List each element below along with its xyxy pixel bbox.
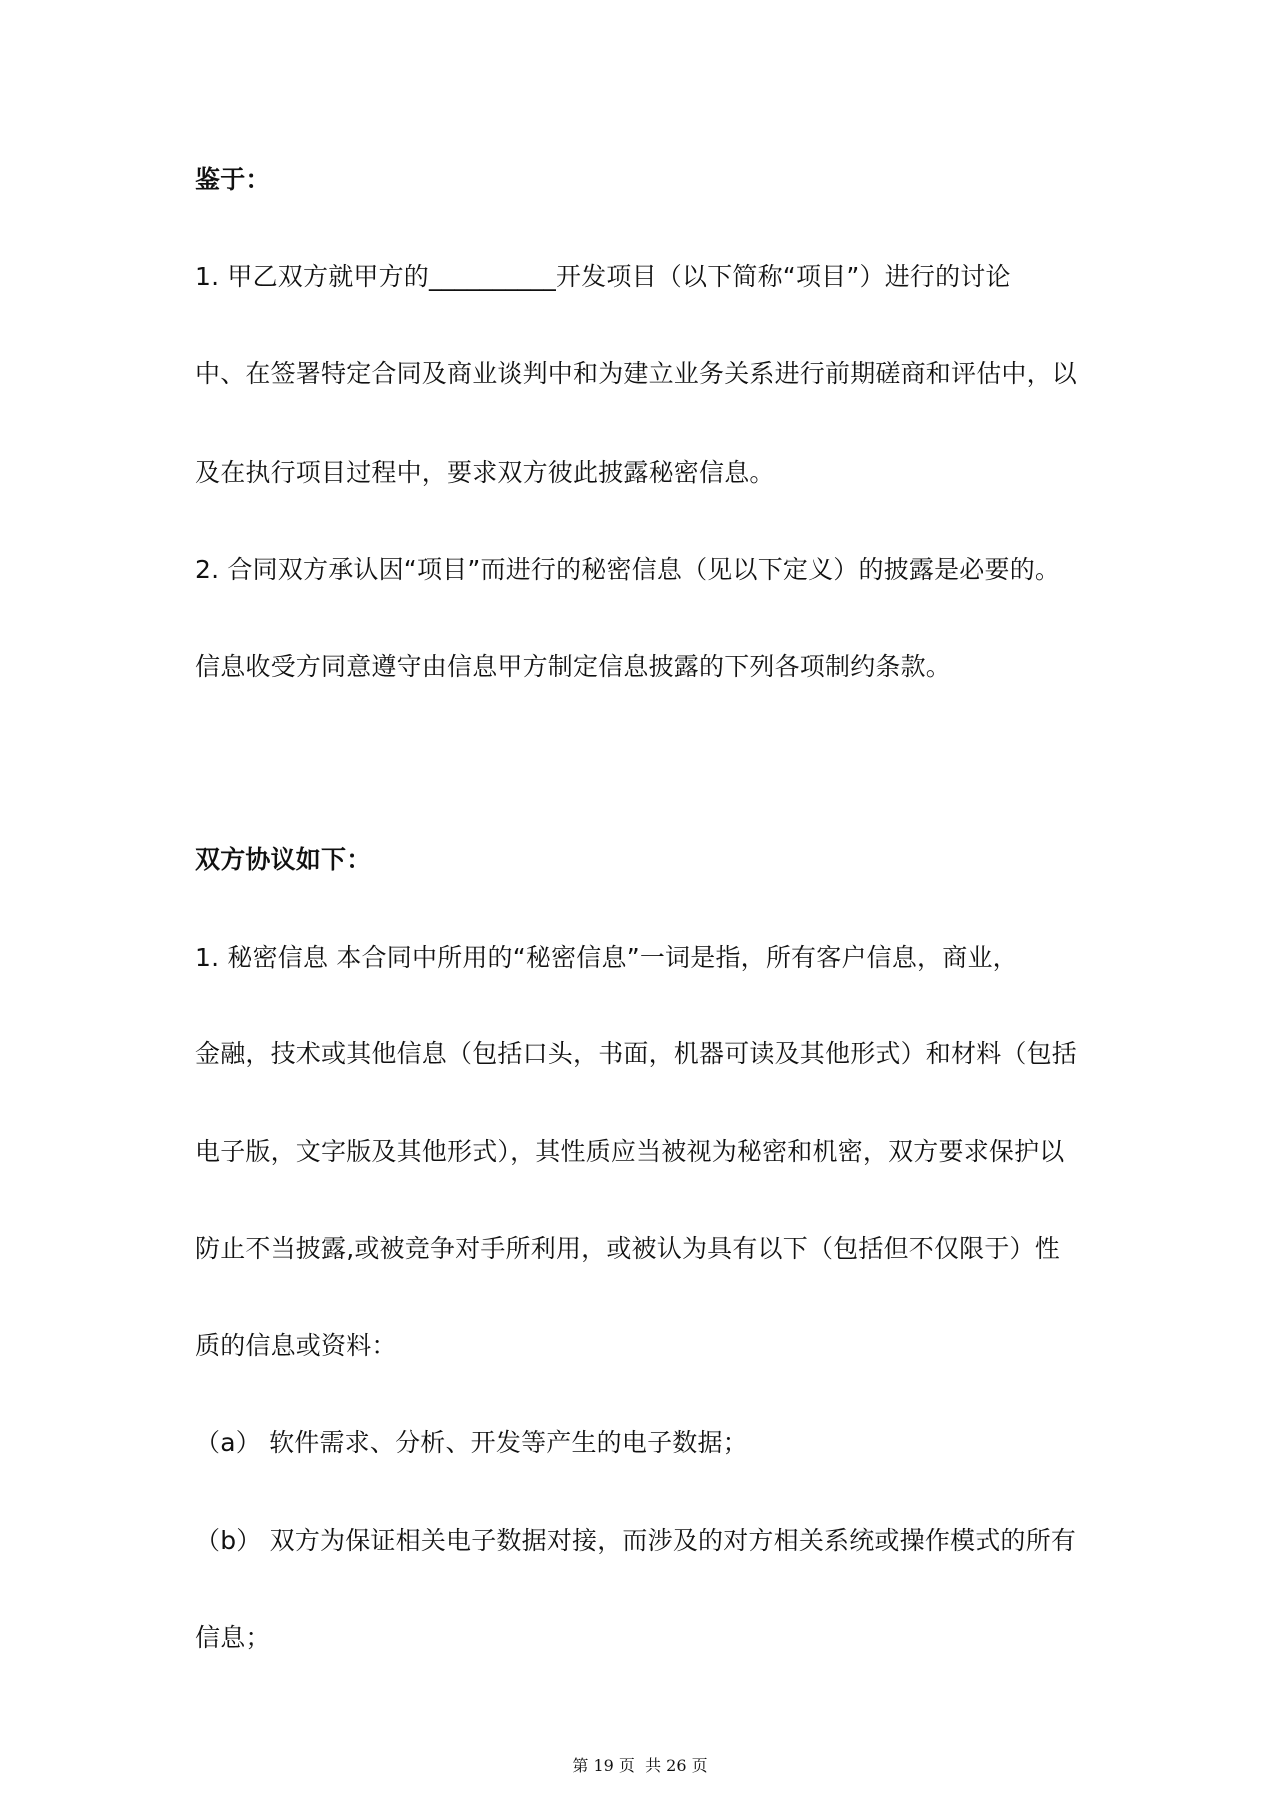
page-number-footer: 第 19 页 共 26 页 <box>572 1756 708 1775</box>
agreement-line-8: 信息； <box>195 1623 271 1652</box>
agreement-line-5: 质的信息或资料： <box>195 1331 397 1360</box>
agreement-line-2: 金融，技术或其他信息（包括口头，书面，机器可读及其他形式）和材料（包括 <box>195 1039 1078 1068</box>
agreement-line-6: （a） 软件需求、分析、开发等产生的电子数据； <box>195 1428 748 1457</box>
whereas-heading: 鉴于： <box>195 165 271 194</box>
agreement-line-4: 防止不当披露,或被竞争对手所利用，或被认为具有以下（包括但不仅限于）性 <box>195 1234 1060 1263</box>
whereas-line-5: 信息收受方同意遵守由信息甲方制定信息披露的下列各项制约条款。 <box>195 652 952 681</box>
agreement-line-7: （b） 双方为保证相关电子数据对接，而涉及的对方相关系统或操作模式的所有 <box>195 1526 1077 1555</box>
agreement-line-3: 电子版，文字版及其他形式），其性质应当被视为秘密和机密，双方要求保护以 <box>195 1137 1065 1166</box>
whereas-line-4: 2. 合同双方承认因“项目”而进行的秘密信息（见以下定义）的披露是必要的。 <box>195 555 1061 584</box>
whereas-line-1: 1. 甲乙双方就甲方的__________开发项目（以下简称“项目”）进行的讨论 <box>195 262 1011 291</box>
whereas-line-2: 中、在签署特定合同及商业谈判中和为建立业务关系进行前期磋商和评估中，以 <box>195 359 1078 388</box>
agreement-line-1: 1. 秘密信息 本合同中所用的“秘密信息”一词是指，所有客户信息，商业， <box>195 943 1018 972</box>
agreement-heading: 双方协议如下： <box>195 845 372 874</box>
whereas-line-3: 及在执行项目过程中，要求双方彼此披露秘密信息。 <box>195 458 775 487</box>
